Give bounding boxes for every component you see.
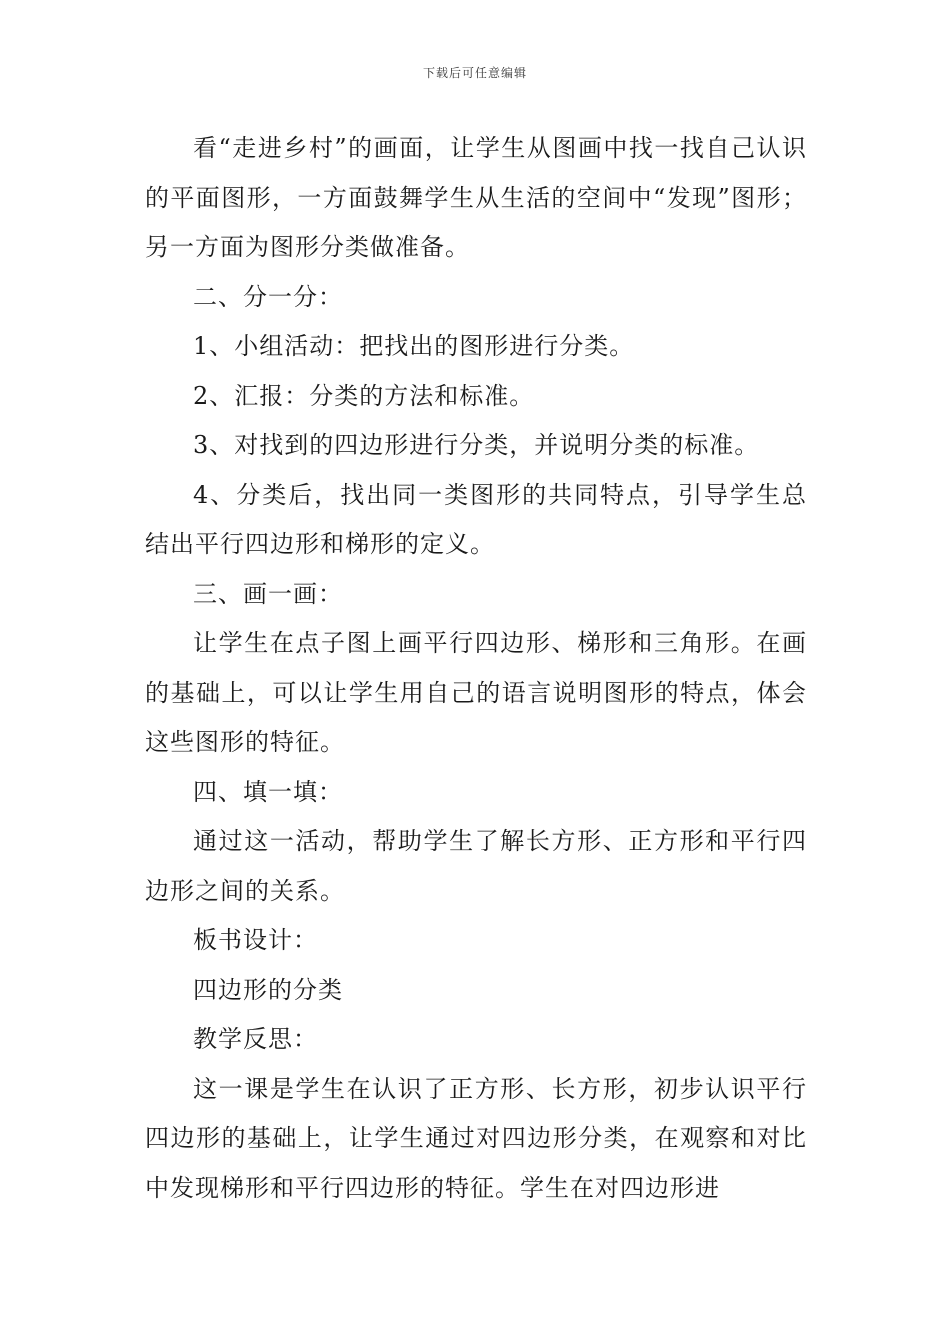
list-item-report: 2、汇报：分类的方法和标准。 — [193, 381, 535, 410]
board-design-title: 四边形的分类 — [193, 975, 343, 1004]
paragraph-draw-activity: 让学生在点子图上画平行四边形、梯形和三角形。在画的基础上，可以让学生用自己的语言说明图形的特点，体会这些图形的特征。 — [145, 629, 807, 756]
paragraph-fill-activity: 通过这一活动，帮助学生了解长方形、正方形和平行四边形之间的关系。 — [145, 827, 807, 905]
section-heading-classify: 二、分一分： — [193, 282, 343, 311]
section-heading-reflection: 教学反思： — [193, 1025, 318, 1053]
document-body — [145, 124, 807, 1213]
section-heading-fill: 四、填一填： — [193, 777, 343, 806]
header-note: 下载后可任意编辑 — [422, 66, 527, 80]
list-item-group-activity: 1、小组活动：把找出的图形进行分类。 — [193, 332, 635, 360]
list-item-find-features: 4、分类后，找出同一类图形的共同特点，引导学生总结出平行四边形和梯形的定义。 — [145, 480, 807, 558]
section-heading-draw: 三、画一画： — [193, 579, 343, 608]
section-heading-board-design: 板书设计： — [193, 926, 318, 954]
paragraph-reflection: 这一课是学生在认识了正方形、长方形，初步认识平行四边形的基础上，让学生通过对四边形分类，在观察和对比中发现梯形和平行四边形的特征。学生在对四边形进 — [145, 1074, 807, 1202]
paragraph-intro-activity: 看“走进乡村”的画面，让学生从图画中找一找自己认识的平面图形，一方面鼓舞学生从生活的空间中“发现”图形；另一方面为图形分类做准备。 — [145, 134, 807, 261]
list-item-classify-quadrilaterals: 3、对找到的四边形进行分类，并说明分类的标准。 — [193, 431, 760, 459]
